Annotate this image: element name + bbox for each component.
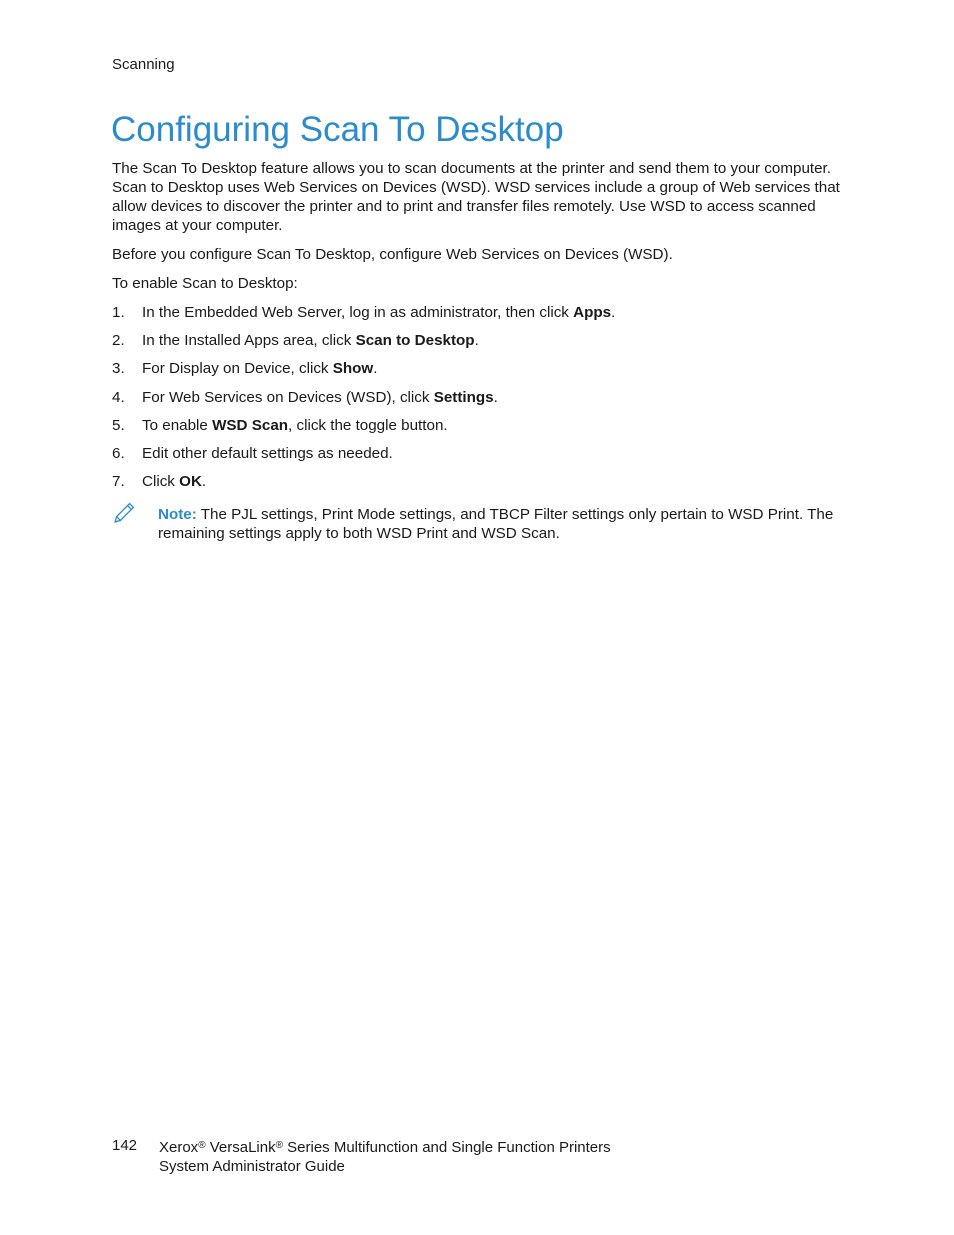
step-ui-term: Scan to Desktop bbox=[355, 332, 475, 350]
note-text bbox=[158, 505, 842, 543]
step-text: In the Embedded Web Server, log in as administrator, then click bbox=[142, 304, 574, 321]
step-text-end: , click the toggle button. bbox=[288, 416, 448, 434]
step-text: In the Installed Apps area, click bbox=[142, 332, 356, 350]
footer-product-line bbox=[159, 1138, 611, 1157]
step-text-end: . bbox=[474, 332, 479, 350]
step-ui-term: Show bbox=[332, 360, 374, 378]
step-number: 6. bbox=[112, 444, 125, 462]
step-ui-term: Apps bbox=[573, 304, 612, 321]
step-text-end: . bbox=[373, 360, 378, 378]
page-title: Configuring Scan To Desktop bbox=[111, 110, 564, 149]
main-content bbox=[112, 159, 842, 543]
step-number: 5. bbox=[112, 416, 125, 434]
step-item bbox=[112, 472, 842, 491]
pencil-icon bbox=[112, 501, 136, 525]
step-text: For Display on Device, click bbox=[142, 360, 333, 378]
footer-title bbox=[159, 1138, 611, 1176]
step-number: 3. bbox=[112, 360, 125, 378]
step-number: 4. bbox=[112, 388, 125, 406]
step-text: For Web Services on Devices (WSD), click bbox=[142, 388, 434, 406]
step-ui-term: WSD Scan bbox=[212, 416, 289, 434]
step-item bbox=[112, 416, 842, 435]
footer-guide-line: System Administrator Guide bbox=[159, 1158, 345, 1175]
step-ui-term: OK bbox=[179, 473, 202, 491]
note-callout bbox=[112, 505, 842, 543]
note-body: The PJL settings, Print Mode settings, and TBCP Filter settings only pertain to WSD Print. The remaining settings apply to both WSD Print and WSD Scan. bbox=[158, 506, 834, 543]
step-text-end: . bbox=[493, 388, 498, 406]
footer-product-reg-mark: ® bbox=[275, 1140, 283, 1151]
note-label: Note: bbox=[158, 506, 197, 524]
step-item bbox=[112, 331, 842, 350]
footer-product: VersaLink bbox=[205, 1139, 276, 1156]
step-text-end: . bbox=[611, 304, 616, 321]
steps-list bbox=[112, 303, 842, 491]
step-item bbox=[112, 388, 842, 407]
step-ui-term: Settings bbox=[433, 388, 494, 406]
footer-brand: Xerox bbox=[159, 1139, 199, 1156]
step-text: Edit other default settings as needed. bbox=[142, 444, 393, 462]
section-header: Scanning bbox=[112, 56, 175, 73]
page-number: 142 bbox=[112, 1137, 138, 1154]
prerequisite-paragraph: Before you configure Scan To Desktop, configure Web Services on Devices (WSD). bbox=[112, 246, 673, 263]
step-item bbox=[112, 303, 842, 322]
steps-lead: To enable Scan to Desktop: bbox=[112, 275, 298, 292]
footer-product-rest: Series Multifunction and Single Function Printers bbox=[282, 1139, 611, 1156]
step-text: To enable bbox=[142, 416, 213, 434]
step-number: 1. bbox=[112, 304, 125, 321]
step-item bbox=[112, 359, 842, 378]
step-text: Click bbox=[142, 473, 180, 491]
footer-reg-mark: ® bbox=[198, 1140, 206, 1151]
step-number: 7. bbox=[112, 473, 125, 491]
step-text-end: . bbox=[201, 473, 207, 491]
intro-paragraph: The Scan To Desktop feature allows you to scan documents at the printer and send them to your computer. Scan to Desktop uses Web Services on Devices (WSD). WSD services include a group of Web services that allow devices to discover the printer and to print and transfer files remotely. Use WSD to access scanned images at your computer. bbox=[112, 160, 840, 234]
step-item bbox=[112, 444, 842, 463]
step-number: 2. bbox=[112, 332, 125, 350]
